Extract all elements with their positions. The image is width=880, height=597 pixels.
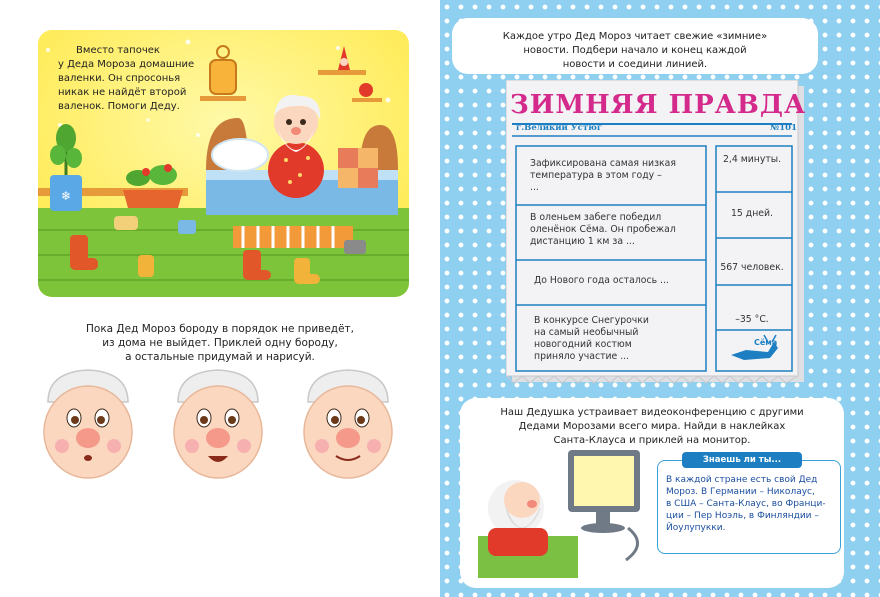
beard-line-1: Пока Дед Мороз бороду в порядок не приведёт, — [86, 323, 354, 335]
news-task-line-2: новости. Подбери начало и конец каждой — [523, 45, 747, 56]
face-1[interactable] — [44, 370, 132, 478]
dyk-line-2: Мороз. В Германии – Николаус, — [666, 487, 815, 497]
stamp-label: Сёма — [754, 338, 778, 347]
news-beginning-4-line-3: новогодний костюм — [534, 339, 632, 350]
slippers-task-text — [58, 44, 195, 114]
did-you-know-text — [666, 474, 836, 534]
news-ending-2[interactable]: 15 дней. — [730, 208, 773, 219]
slippers-line-4: никак не найдёт второй — [58, 87, 187, 98]
video-task-line-1: Наш Дедушка устраивает видеоконференцию с другими — [500, 407, 804, 418]
beard-line-3: а остальные придумай и нарисуй. — [125, 351, 315, 363]
did-you-know-title: Знаешь ли ты... — [682, 452, 802, 468]
svg-text:❄: ❄ — [60, 189, 72, 203]
slippers-line-1: Вместо тапочек — [76, 45, 160, 56]
beardless-faces — [36, 362, 416, 482]
news-beginning-4[interactable] — [534, 315, 649, 363]
dyk-line-3: в США – Санта-Клаус, во Франци- — [666, 499, 826, 509]
news-task-line-1: Каждое утро Дед Мороз читает свежие «зимние» — [502, 31, 768, 42]
news-beginning-4-line-4: приняло участие ... — [534, 351, 630, 362]
newspaper-title: ЗИМНЯЯ ПРАВДА — [510, 90, 807, 120]
slippers-line-3: валенки. Он спросонья — [58, 73, 181, 84]
dyk-line-1: В каждой стране есть свой Дед — [666, 475, 818, 485]
news-ending-3[interactable]: 567 человек. — [720, 262, 784, 273]
news-beginning-1-line-1: Зафиксирована самая низкая — [530, 158, 676, 169]
news-beginning-3[interactable] — [534, 275, 669, 287]
ded-at-monitor-illustration — [478, 448, 658, 578]
newspaper-issue: №101 — [770, 123, 797, 133]
dyk-line-4: ции – Пер Ноэль, в Финляндии – — [666, 511, 819, 521]
news-beginning-1-line-2: температура в этом году – — [530, 170, 662, 181]
slippers-line-2: у Деда Мороза домашние — [58, 59, 195, 70]
news-task-line-3: новости и соедини линией. — [562, 59, 708, 70]
news-task-text — [462, 30, 808, 72]
news-beginning-2[interactable] — [530, 212, 676, 248]
news-beginning-1-line-3: ... — [530, 182, 539, 193]
news-beginning-3-line-1: До Нового года осталось ... — [534, 275, 669, 286]
news-beginning-1[interactable] — [530, 158, 676, 194]
news-beginning-4-line-1: В конкурсе Снегурочки — [534, 315, 649, 326]
video-task-line-2: Дедами Морозами всего мира. Найди в наклейках — [518, 421, 786, 432]
news-ending-1[interactable]: 2,4 минуты. — [722, 154, 782, 165]
face-3[interactable] — [304, 370, 392, 478]
news-beginning-2-line-2: оленёнок Сёма. Он пробежал — [530, 224, 676, 235]
news-beginning-4-line-2: на самый необычный — [534, 327, 639, 338]
news-beginning-2-line-3: дистанцию 1 км за ... — [530, 236, 635, 247]
newspaper-city: г.Великий Устюг — [516, 123, 603, 133]
video-task-line-3: Санта-Клауса и приклей на монитор. — [553, 435, 751, 446]
slippers-line-5: валенок. Помоги Деду. — [58, 101, 180, 112]
dyk-line-5: Йоулупукки. — [666, 523, 726, 533]
video-task-text — [470, 406, 834, 448]
face-2[interactable] — [174, 370, 262, 478]
news-beginning-2-line-1: В оленьем забеге победил — [530, 212, 662, 223]
news-ending-4[interactable]: –35 °С. — [735, 314, 769, 325]
beard-line-2: из дома не выйдет. Приклей одну бороду, — [102, 337, 338, 349]
beard-task-text — [60, 322, 380, 364]
